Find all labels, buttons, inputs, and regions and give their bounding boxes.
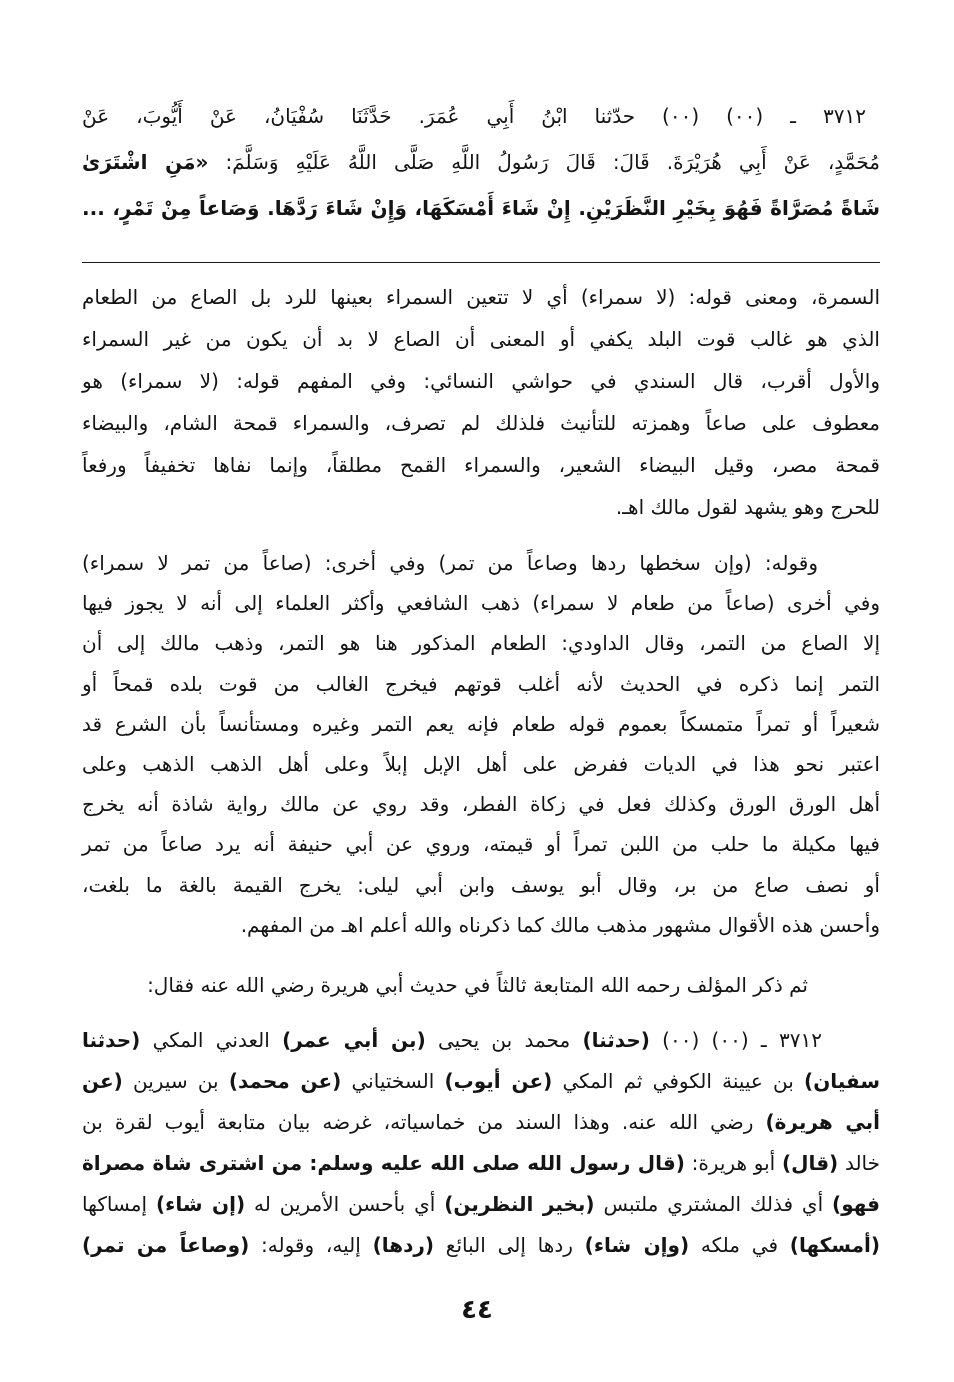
text-line (82, 360, 880, 402)
text-line (82, 1020, 880, 1061)
text-line (82, 1225, 880, 1266)
text-line (82, 664, 880, 704)
text-segment: السمرة، ومعنى قوله: (لا سمراء) أي لا تتعين السمراء بعينها للرد بل الصاع من الطعام (82, 285, 880, 309)
text-segment: معطوف على صاعاً وهمزته للتأنيث فلذلك لم تصرف، والسمراء قمحة الشام، والبيضاء (82, 411, 880, 435)
text-line (82, 1061, 880, 1102)
bold-text-segment: (أمسكها) (789, 1233, 881, 1257)
text-line (82, 139, 880, 185)
text-segment: أي فذلك المشتري ملتبس (594, 1192, 833, 1216)
text-segment: للحرج وهو يشهد لقول مالك اهـ. (615, 495, 880, 519)
text-segment: ٣٧١٢ ـ (٠٠) (٠٠) حدّثنا ابْنُ أَبِي عُمَرَ. حَدَّثَنَا سُفْيَانُ، عَنْ أَيُّوبَ، عَنْ (82, 104, 866, 128)
text-line (82, 583, 880, 623)
text-line (82, 93, 880, 139)
text-line (82, 965, 880, 1005)
bold-text-segment: (بخير النظرين) (444, 1192, 595, 1216)
text-line (82, 1143, 880, 1184)
bold-text-segment: سفيان) (804, 1069, 880, 1093)
bold-text-segment: أبي هريرة) (765, 1110, 880, 1134)
text-segment: إلا الصاع من التمر، وقال الداودي: الطعام المذكور هنا هو التمر، وذهب مالك إلى أن (82, 631, 880, 656)
page-number: ٤٤ (461, 1295, 493, 1325)
bold-text-segment: «مَنِ اشْتَرَىٰ (82, 150, 209, 174)
bold-text-segment: (إن شاء) (155, 1192, 246, 1216)
hadith-text (82, 93, 880, 231)
text-segment: أهل الورق الورق وكذلك فعل في زكاة الفطر، وقد روي عن مالك رواية شاذة أنه يخرج (82, 792, 880, 817)
text-segment: خالد (838, 1151, 880, 1175)
text-segment: أو نصف صاع من بر، وقال أبو يوسف وابن أبي ليلى: يخرج القيمة بالغة ما بلغت، (82, 872, 880, 897)
footnote-separator (82, 262, 880, 263)
text-segment: وقوله: (وإن سخطها ردها وصاعاً من تمر) وفي أخرى: (صاعاً من تمر لا سمراء) (82, 551, 818, 575)
text-segment: وأحسن هذه الأقوال مشهور مذهب مالك كما ذكرناه والله أعلم اهـ من المفهم. (240, 912, 880, 937)
text-line (82, 623, 880, 663)
bold-text-segment: (عن أيوب) (444, 1069, 553, 1093)
text-segment: قمحة مصر، وقيل البيضاء الشعير، والسمراء القمح مطلقاً، وإنما نفاها تخفيفاً ورفعاً (82, 453, 880, 477)
text-segment: أي بأحسن الأمرين له (245, 1192, 445, 1216)
bold-text-segment: (حدثنا (82, 1028, 141, 1052)
text-line (82, 543, 880, 583)
text-segment: إليه، وقوله: (249, 1233, 373, 1257)
text-line (82, 318, 880, 360)
text-line (82, 1102, 880, 1143)
commentary-paragraph (82, 276, 880, 528)
text-line (82, 704, 880, 744)
text-segment: الذي هو غالب قوت البلد يكفي أو المعنى أن الصاع لا بد أن يكون من غير السمراء (82, 327, 880, 351)
text-segment: بن عيينة الكوفي ثم المكي (552, 1069, 805, 1093)
text-line (82, 744, 880, 784)
text-line (82, 784, 880, 824)
text-segment: العدني المكي (140, 1028, 283, 1052)
text-segment: ردها إلى البائع (434, 1233, 585, 1257)
bold-text-segment: (قال رسول الله صلى الله عليه وسلم: من اشترى شاة مصراة (82, 1151, 685, 1175)
text-segment: رضي الله عنه. وهذا السند من خماسياته، غرضه بيان متابعة أيوب لقرة بن (82, 1110, 766, 1134)
commentary-hadith-paragraph (82, 1020, 880, 1266)
text-segment: ثم ذكر المؤلف رحمه الله المتابعة ثالثاً في حديث أبي هريرة رضي الله عنه فقال: (147, 973, 808, 997)
text-line (82, 402, 880, 444)
commentary-paragraph (82, 543, 880, 945)
text-line (82, 824, 880, 864)
text-segment: مُحَمَّدٍ، عَنْ أَبِي هُرَيْرَةَ. قَالَ: قَالَ رَسُولُ اللَّهِ صَلَّى اللَّهُ عَلَيْهِ وَسَلَّمَ: (208, 150, 880, 174)
text-segment: والأول أقرب، قال السندي في حواشي النسائي: وفي المفهم قوله: (لا سمراء) هو (82, 369, 880, 393)
bold-text-segment: (حدثنا) (582, 1028, 650, 1052)
text-segment: السختياني (341, 1069, 445, 1093)
text-line (82, 486, 880, 528)
bold-text-segment: (قال) (781, 1151, 839, 1175)
bold-text-segment: (وصاعاً من تمر) (82, 1233, 250, 1257)
text-segment: التمر إنما ذكره في الحديث لأنه أغلب قوتهم فيخرج الغالب من قوت بلده قمحاً أو (82, 671, 880, 696)
bold-text-segment: (عن (82, 1069, 123, 1093)
text-segment: فيها مكيلة ما حلب من اللبن تمراً أو قيمته، وروي عن أبي حنيفة أنه يرد صاعاً من تمر (82, 832, 880, 857)
transition-line (82, 965, 880, 1005)
text-segment: إمساكها (82, 1192, 156, 1216)
bold-text-segment: (عن محمد) (228, 1069, 342, 1093)
bold-text-segment: شَاةً مُصَرَّاةً فَهُوَ بِخَيْرِ النَّظَرَيْنِ. إِنْ شَاءَ أَمْسَكَهَا، وَإِنْ شَاءَ رَدَّهَا. وَصَاعاً مِنْ تَمْرٍ، ... (82, 196, 880, 220)
text-segment: محمد بن يحيى (425, 1028, 583, 1052)
text-segment: ٣٧١٢ ـ (٠٠) (٠٠) (649, 1028, 822, 1052)
text-line (82, 865, 880, 905)
text-segment: اعتبر نحو هذا في الديات ففرض على أهل الإبل إبلاً وعلى أهل الذهب الذهب وعلى (82, 752, 880, 777)
text-line (82, 444, 880, 486)
text-segment: في ملكه (689, 1233, 790, 1257)
bold-text-segment: فهو) (832, 1192, 881, 1216)
text-line (82, 185, 880, 231)
text-segment: شعيراً أو تمراً متمسكاً بعموم قوله طعام فإنه يعم التمر وغيره ومستأنساً بأن الشرع قد (82, 711, 880, 736)
bold-text-segment: (بن أبي عمر) (282, 1028, 426, 1052)
bold-text-segment: (وإن شاء) (584, 1233, 690, 1257)
text-line (82, 276, 880, 318)
text-segment: أبو هريرة: (684, 1151, 782, 1175)
text-segment: وفي أخرى (صاعاً من طعام لا سمراء) ذهب الشافعي وأكثر العلماء إلى أنه لا يجوز فيها (82, 591, 880, 616)
text-line (82, 905, 880, 945)
text-segment: بن سيرين (122, 1069, 229, 1093)
text-line (82, 1184, 880, 1225)
bold-text-segment: (ردها) (372, 1233, 435, 1257)
